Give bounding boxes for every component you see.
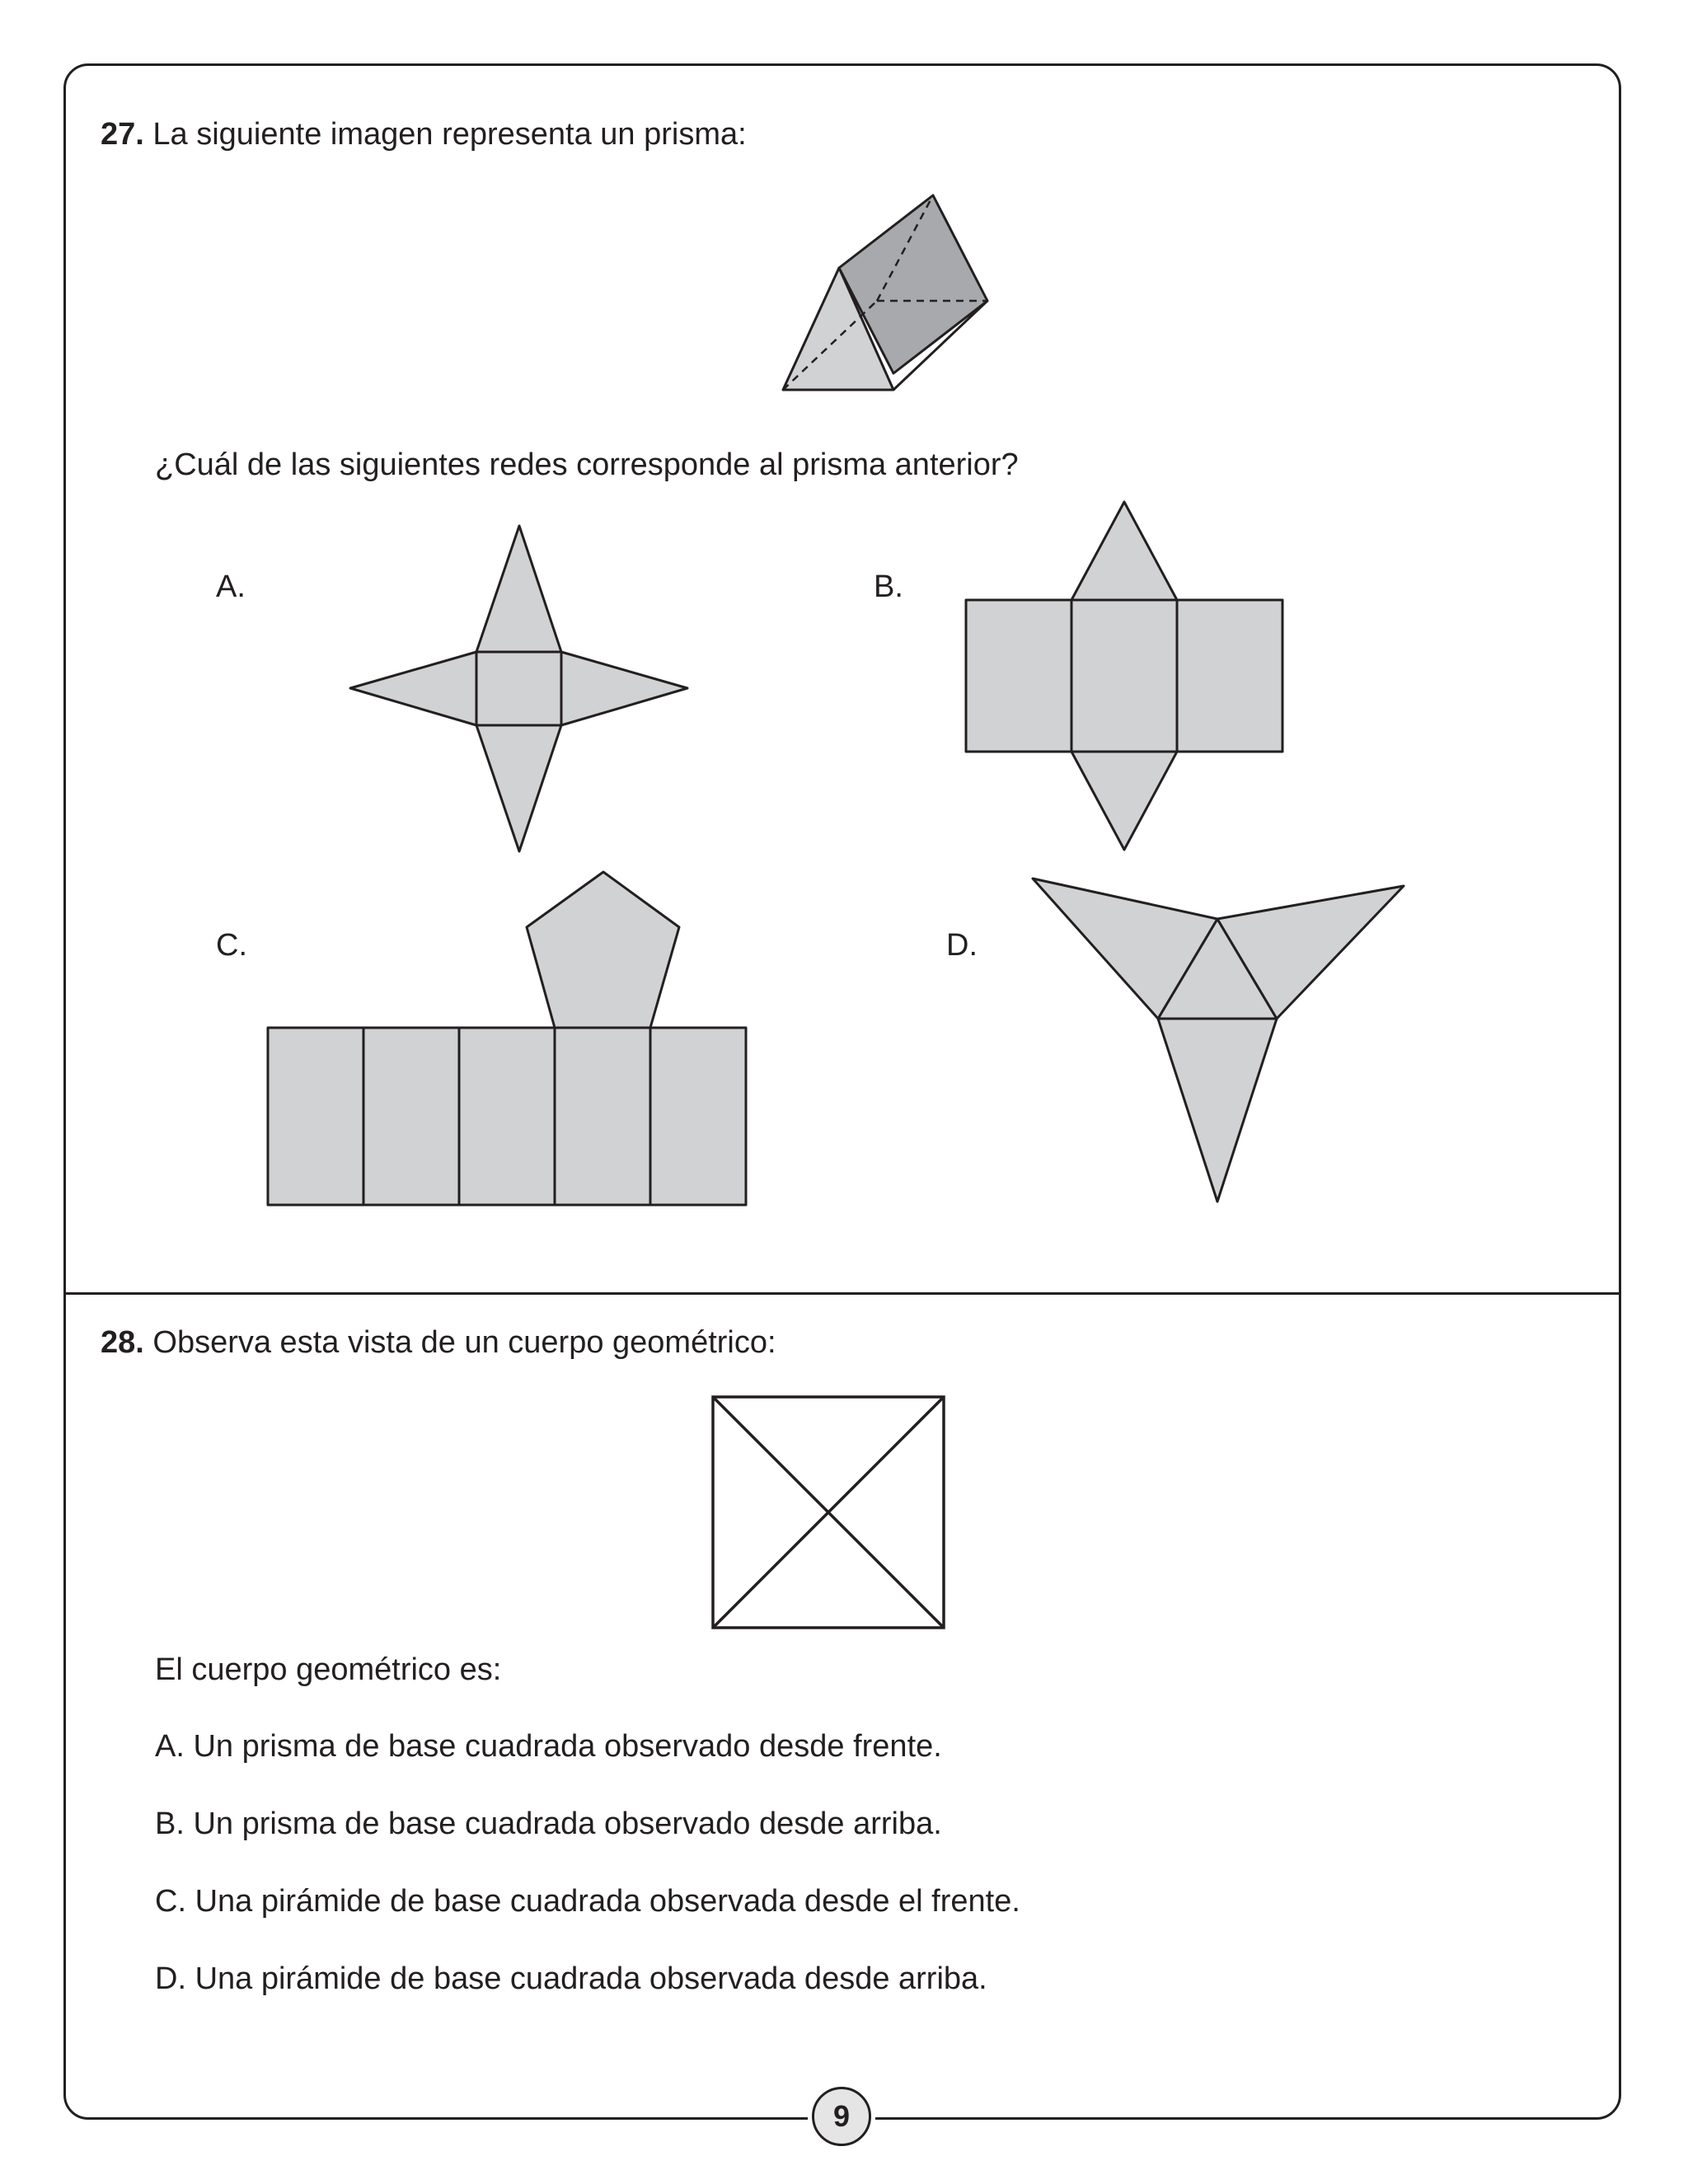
section-divider xyxy=(63,1292,1621,1295)
q28-option-b-text: Un prisma de base cuadrada observado desde arriba. xyxy=(193,1807,942,1841)
question-28-heading xyxy=(101,1324,776,1361)
q28-option-b[interactable] xyxy=(155,1805,942,1843)
question-28-question: El cuerpo geométrico es: xyxy=(155,1652,502,1687)
question-27-number: 27. xyxy=(101,117,144,152)
option-c-net[interactable] xyxy=(264,869,750,1207)
question-27-prompt: La siguiente imagen representa un prisma: xyxy=(152,117,747,152)
q28-option-d-text: Una pirámide de base cuadrada observada desde arriba. xyxy=(195,1961,987,1996)
q28-option-b-letter: B. xyxy=(155,1807,185,1841)
q28-option-c-letter: C. xyxy=(155,1884,186,1919)
q28-option-c[interactable] xyxy=(155,1882,1020,1920)
question-28-prompt: Observa esta vista de un cuerpo geométrico: xyxy=(152,1325,776,1360)
page-number: 9 xyxy=(812,2087,871,2146)
option-a-net[interactable] xyxy=(346,522,692,855)
option-b-label[interactable]: B. xyxy=(874,569,903,604)
triangular-prism-figure xyxy=(775,177,1071,396)
q28-option-a-text: Un prisma de base cuadrada observado desde frente. xyxy=(193,1729,942,1764)
question-27-question: ¿Cuál de las siguientes redes corresponde al prisma anterior? xyxy=(155,448,1019,482)
q28-option-c-text: Una pirámide de base cuadrada observada desde el frente. xyxy=(195,1884,1020,1919)
q28-option-a[interactable] xyxy=(155,1727,942,1765)
option-d-label[interactable]: D. xyxy=(946,928,978,963)
q28-option-d-letter: D. xyxy=(155,1961,186,1996)
question-27-heading xyxy=(101,115,747,153)
option-a-label[interactable]: A. xyxy=(216,569,246,604)
question-28-number: 28. xyxy=(101,1325,144,1360)
option-b-net[interactable] xyxy=(964,499,1294,853)
option-d-net[interactable] xyxy=(1026,872,1409,1206)
q28-option-d[interactable] xyxy=(155,1960,987,1998)
q28-option-a-letter: A. xyxy=(155,1729,185,1764)
option-c-label[interactable]: C. xyxy=(216,928,247,963)
square-top-view-figure xyxy=(709,1393,948,1632)
